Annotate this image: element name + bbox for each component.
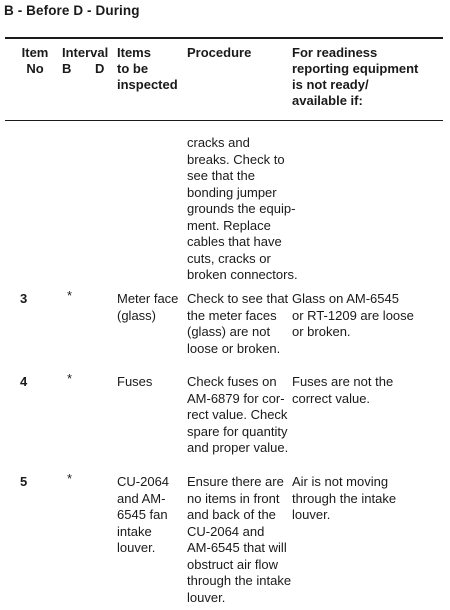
interval-legend: B - Before D - During [4,3,140,18]
header-items-line: Items [117,45,151,60]
header-item-no-line: Item [21,45,49,60]
procedure-text: Check to see that the meter faces (glass) are not loose or broken. [187,291,289,356]
header-items-line: inspected [117,77,178,92]
header-item-no [12,45,58,77]
item-number: 4 [20,374,28,389]
header-procedure [187,45,251,61]
item-inspected: Fuses [117,374,153,389]
header-items-line: to be [117,61,149,76]
table-top-rule [5,37,443,39]
interval-before-mark: * [67,371,73,386]
readiness-criteria: Air is not moving through the intake louver. [292,474,397,522]
header-item-no-line: No [26,61,44,76]
header-readiness-line: For readiness [292,45,378,60]
header-interval-label: Interval [62,45,109,60]
header-readiness-line: reporting equipment [292,61,419,76]
header-items-inspected [117,45,178,93]
header-procedure-label: Procedure [187,45,252,60]
header-interval-during: D [95,61,105,76]
continued-procedure-text: cracks and breaks. Check to see that the bonding jumper grounds the equip- ment. Replace cables that have cuts, cracks or broken connectors. [187,135,298,282]
header-interval [62,45,110,76]
item-number: 5 [20,474,28,489]
readiness-criteria: Glass on AM-6545 or RT-1209 are loose or broken. [292,291,414,339]
procedure-text: Ensure there are no items in front and back of the CU-2064 and AM-6545 that will obstruct air flow through the intake louver. [187,474,292,605]
procedure-text: Check fuses on AM-6879 for cor- rect value. Check spare for quantity and proper value. [187,374,289,455]
item-inspected: Meter face (glass) [117,291,179,323]
header-bottom-rule [5,120,443,121]
item-inspected: CU-2064 and AM- 6545 fan intake louver. [117,474,170,555]
header-readiness-line: is not ready/ [292,77,369,92]
interval-before-mark: * [67,288,73,303]
header-interval-before: B [62,61,72,76]
header-readiness-line: available if: [292,93,363,108]
readiness-criteria: Fuses are not the correct value. [292,374,394,406]
header-readiness [292,45,418,109]
interval-before-mark: * [67,471,73,486]
item-number: 3 [20,291,28,306]
